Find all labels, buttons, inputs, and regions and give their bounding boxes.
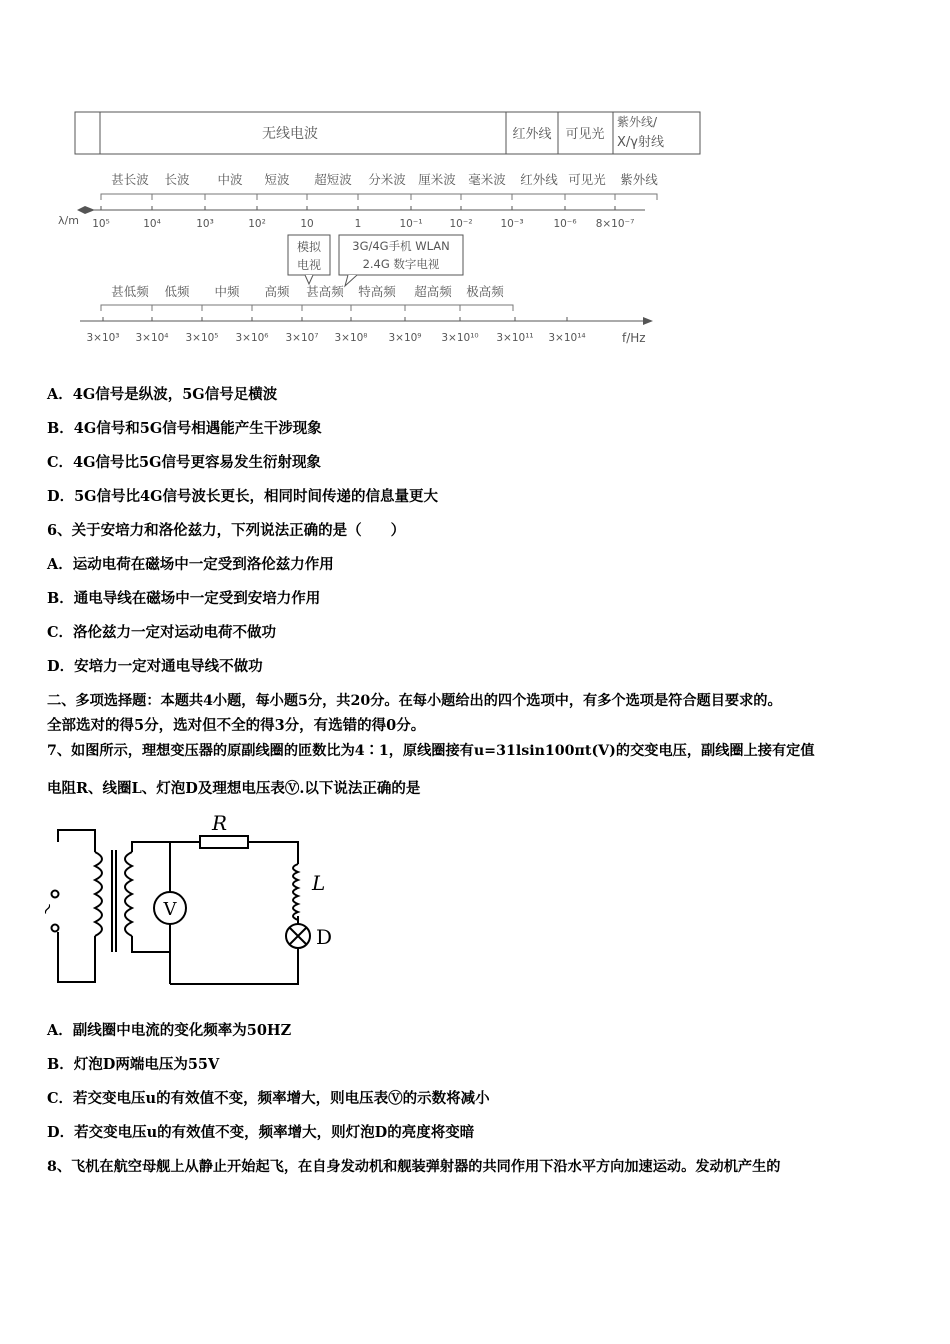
q6-option-c: C．洛伦兹力一定对运动电荷不做功 [47,624,277,641]
label-source: ~ [35,898,59,920]
section2-heading-line1: 二、多项选择题：本题共4小题，每小题5分，共20分。在每小题给出的四个选项中，有多个选项是符合题目要求的。 [47,693,782,709]
q6-option-b: B．通电导线在磁场中一定受到安培力作用 [47,590,321,607]
transformer-circuit [35,811,350,992]
resistor-r [200,836,248,848]
freq-arrow-icon [643,317,653,325]
q6-stem: 6、关于安培力和洛伦兹力，下列说法正确的是（ ） [47,522,406,539]
label-r: R [212,811,228,835]
label-d: D [316,925,333,949]
primary-coil [95,842,102,972]
lambda-tick-label: 10⁻⁶ [553,218,577,230]
freq-tick-label: 3×10¹⁰ [441,332,479,344]
freq-name: 超高频 [414,284,452,299]
callout-mobile-line2: 2.4G 数字电视 [362,257,440,271]
wave-name: 红外线 [520,172,558,187]
freq-tick-label: 3×10⁸ [334,332,368,344]
q7-stem-line2: 电阻R、线圈L、灯泡D及理想电压表Ⓥ.以下说法正确的是 [47,780,421,797]
lambda-tick-label: 10⁻¹ [399,218,423,230]
callout-mobile-line1: 3G/4G手机 WLAN [352,239,450,253]
callout-analog-tv-line1: 模拟 [296,240,322,254]
freq-tick-label: 3×10⁶ [235,332,269,344]
freq-tick-label: 3×10³ [86,332,120,344]
wave-bracket-row [101,194,657,200]
wave-name: 紫外线 [620,172,658,187]
lambda-tick-label: 10 [300,218,314,230]
lambda-tick-label: 10⁻³ [500,218,524,230]
band-xray: X/γ射线 [617,135,664,150]
band-uv: 紫外线/ [617,115,658,129]
q5-option-b: B．4G信号和5G信号相遇能产生干涉现象 [47,420,322,437]
band-visible: 可见光 [565,127,605,142]
q7-option-c: C．若交变电压u的有效值不变，频率增大，则电压表Ⓥ的示数将减小 [47,1090,490,1107]
source-terminal-bottom [52,925,59,932]
wave-name: 厘米波 [418,172,456,187]
freq-tick-label: 3×10⁹ [388,332,422,344]
wave-name: 短波 [264,172,290,187]
q6-option-d: D．安培力一定对通电导线不做功 [47,658,263,675]
wave-name: 可见光 [568,172,606,187]
lambda-tick-label: 1 [354,218,362,230]
lambda-tick-label: 10² [248,218,266,230]
freq-tick-label: 3×10⁵ [185,332,219,344]
wave-name: 中波 [217,172,243,187]
freq-tick-label: 3×10¹⁴ [548,332,586,344]
band-radio: 无线电波 [262,126,318,142]
q7-option-b: B．灯泡D两端电压为55V [47,1056,220,1073]
q5-option-c: C．4G信号比5G信号更容易发生衍射现象 [47,454,321,471]
callout-analog-tv-line2: 电视 [296,258,322,272]
q7-stem-line1: 7、如图所示，理想变压器的原副线圈的匝数比为4∶1，原线圈接有u=31lsin100πt(V)的交变电压，副线圈上接有定值 [47,743,815,759]
inductor-l [293,864,298,920]
freq-name: 特高频 [358,284,396,299]
primary-wire [58,830,95,982]
wave-name: 甚长波 [111,172,149,187]
freq-name: 甚低频 [111,284,149,299]
q5-option-d: D．5G信号比4G信号波长更长，相同时间传递的信息量更大 [47,488,439,505]
spectrum-figure [55,108,695,358]
lambda-tick-label: 10³ [196,218,214,230]
freq-name: 极高频 [466,284,504,299]
wave-name: 超短波 [314,172,352,187]
q6-option-a: A．运动电荷在磁场中一定受到洛伦兹力作用 [47,556,334,573]
lambda-label: λ/m [58,214,79,227]
callout-mobile-wlan [339,235,463,286]
freq-name: 中频 [214,284,240,299]
wave-name: 毫米波 [468,172,506,187]
lambda-tick-label: 10⁻² [449,218,473,230]
freq-tick-label: 3×10⁴ [135,332,169,344]
secondary-wire [132,842,298,984]
q5-option-a: A．4G信号是纵波，5G信号足横波 [47,386,278,403]
freq-label: f/Hz [622,331,646,345]
secondary-coil [125,842,170,952]
q8-stem: 8、飞机在航空母舰上从静止开始起飞，在自身发动机和舰装弹射器的共同作用下沿水平方向加速运动。发动机产生的 [47,1159,781,1175]
wave-name: 分米波 [368,172,406,187]
wave-name: 长波 [164,172,190,187]
lambda-arrow-icon [77,206,95,214]
label-l: L [312,871,326,895]
source-terminal-top [52,891,59,898]
lambda-tick-label: 10⁴ [143,218,161,230]
freq-name: 高频 [264,284,290,299]
lambda-tick-label: 8×10⁻⁷ [595,218,635,230]
section2-heading-line2: 全部选对的得5分，选对但不全的得3分，有选错的得0分。 [47,717,426,734]
lamp-cross-icon [290,928,306,944]
callout-analog-tv [288,235,330,284]
freq-name: 低频 [164,284,190,299]
lambda-tick-label: 10⁵ [92,218,110,230]
freq-name: 甚高频 [306,284,344,299]
q7-option-d: D．若交变电压u的有效值不变，频率增大，则灯泡D的亮度将变暗 [47,1124,475,1141]
label-v: V [163,899,177,920]
freq-tick-label: 3×10⁷ [285,332,319,344]
q7-option-a: A．副线圈中电流的变化频率为50HZ [47,1022,292,1039]
freq-bracket-row [101,305,513,311]
band-infrared: 红外线 [512,127,552,142]
freq-tick-label: 3×10¹¹ [496,332,534,344]
